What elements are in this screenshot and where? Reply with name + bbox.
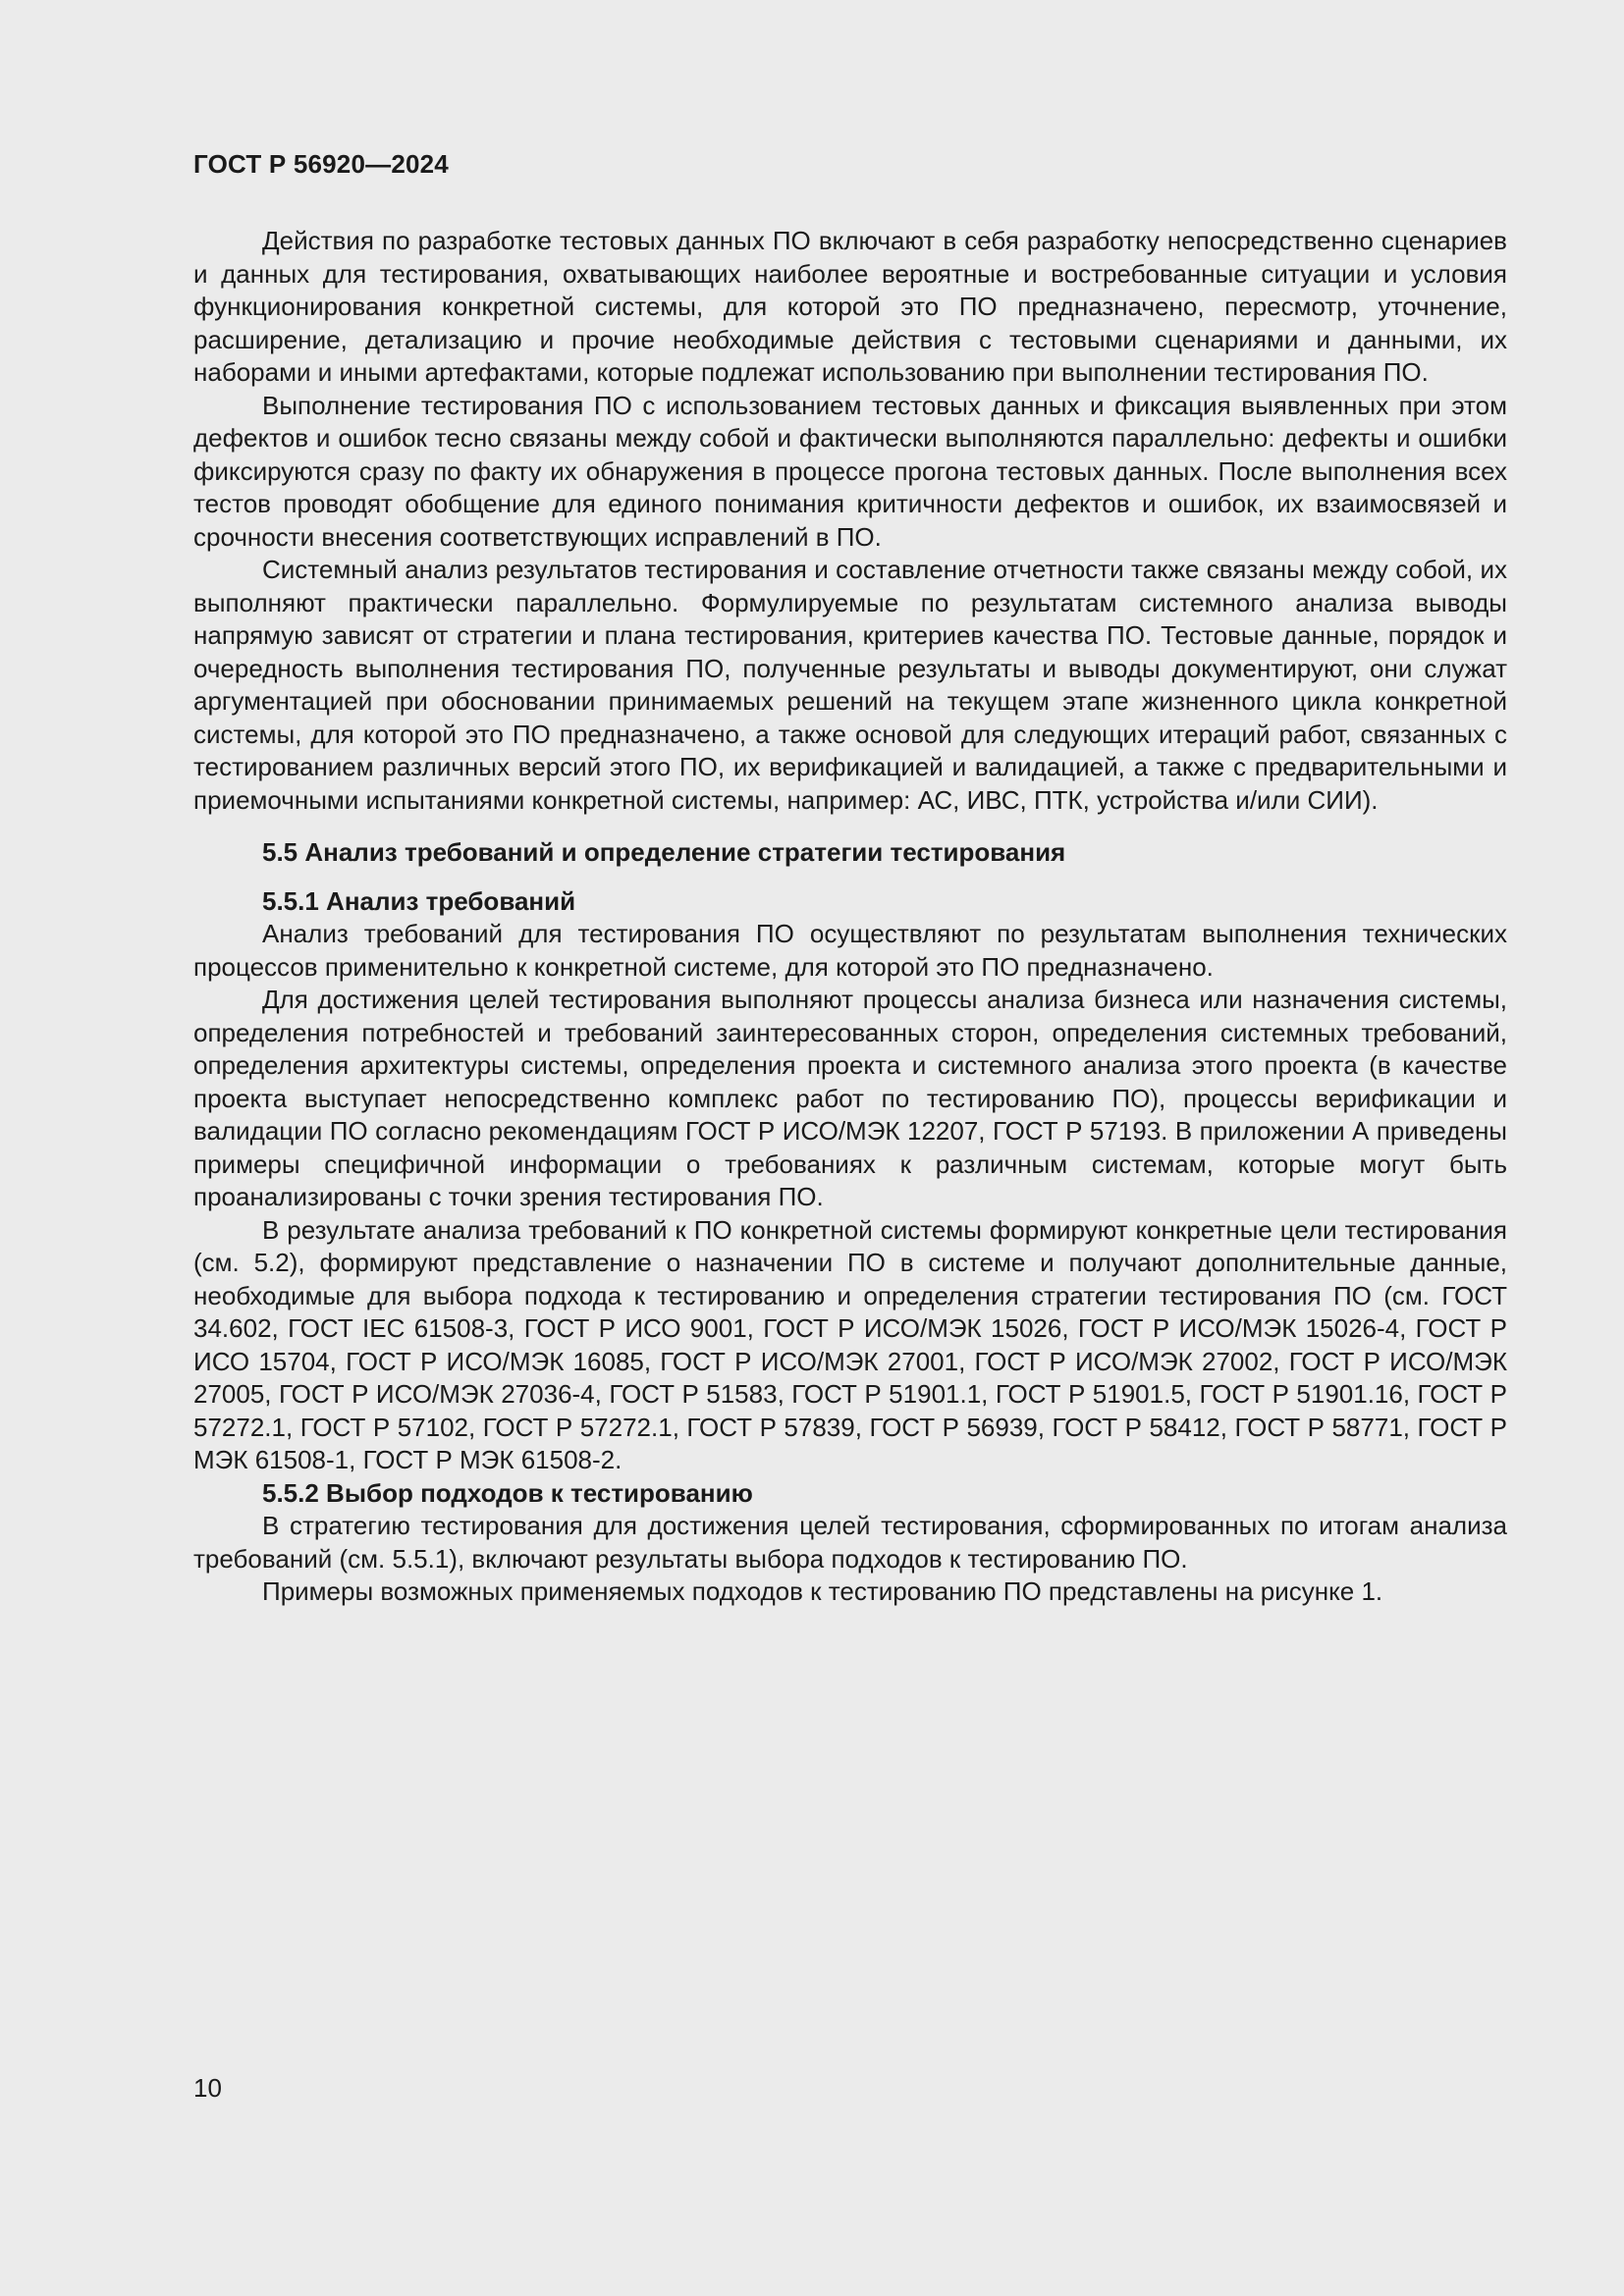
subsection-heading-5-5-1: 5.5.1 Анализ требований (262, 885, 576, 916)
paragraph-test-strategy: В стратегию тестирования для достижения целей тестирования, сформированных по итогам анализа требований (см. 5.5.1), включают результаты выбора подходов к тестированию ПО. (193, 1511, 1507, 1574)
paragraph-test-execution: Выполнение тестирования ПО с использованием тестовых данных и фиксация выявленных при этом дефектов и ошибок тесно связаны между собой и фактически выполняются параллельно: дефекты и ошибки фиксируются сразу по факту их обнаружения в процессе прогона тестовых данных. После выполнения всех тестов проводят обобщение для единого понимания критичности дефектов и ошибок, их взаимосвязей и срочности внесения соответствующих исправлений в ПО. (193, 390, 1507, 552)
page-number: 10 (193, 2073, 222, 2103)
section-heading-5-5: 5.5 Анализ требований и определение стратегии тестирования (262, 837, 1066, 867)
paragraph-analysis-results: В результате анализа требований к ПО конкретной системы формируют конкретные цели тестирования (см. 5.2), формируют представление о назначении ПО в системе и получают дополнительные данные, необходимые для выбора подхода к тестированию и определения стратегии тестирования ПО (см. ГОСТ 34.602, ГОСТ IEC 61508-3, ГОСТ Р ИСО 9001, ГОСТ Р ИСО/МЭК 15026, ГОСТ Р ИСО/МЭК 15026-4, ГОСТ Р ИСО 15704, ГОСТ Р ИСО/МЭК 16085, ГОСТ Р ИСО/МЭК 27001, ГОСТ Р ИСО/МЭК 27002, ГОСТ Р ИСО/МЭК 27005, ГОСТ Р ИСО/МЭК 27036-4, ГОСТ Р 51583, ГОСТ Р 51901.1, ГОСТ Р 51901.5, ГОСТ Р 51901.16, ГОСТ Р 57272.1, ГОСТ Р 57102, ГОСТ Р 57272.1, ГОСТ Р 57839, ГОСТ Р 56939, ГОСТ Р 58412, ГОСТ Р 58771, ГОСТ Р МЭК 61508-1, ГОСТ Р МЭК 61508-2. (193, 1214, 1507, 1474)
paragraph-requirements-analysis: Анализ требований для тестирования ПО осуществляют по результатам выполнения технических процессов применительно к конкретной системе, для которой это ПО предназначено. (193, 919, 1507, 982)
document-body (193, 225, 1507, 1609)
document-code-header: ГОСТ Р 56920—2024 (193, 149, 449, 179)
subsection-heading-5-5-2: 5.5.2 Выбор подходов к тестированию (262, 1477, 753, 1508)
paragraph-approach-examples: Примеры возможных применяемых подходов к тестированию ПО представлены на рисунке 1. (262, 1576, 1383, 1606)
paragraph-system-analysis: Системный анализ результатов тестирования и составление отчетности также связаны между собой, их выполняют практически параллельно. Формулируемые по результатам системного анализа выводы напрямую зависят от стратегии и плана тестирования, критериев качества ПО. Тестовые данные, порядок и очередность выполнения тестирования ПО, полученные результаты и выводы документируют, они служат аргументацией при обосновании принимаемых решений на текущем этапе жизненного цикла конкретной системы, для которой это ПО предназначено, а также основой для следующих итераций работ, связанных с тестированием различных версий этого ПО, их верификацией и валидацией, а также с предварительными и приемочными испытаниями конкретной системы, например: АС, ИВС, ПТК, устройства и/или СИИ). (193, 555, 1507, 815)
paragraph-test-data-development: Действия по разработке тестовых данных ПО включают в себя разработку непосредственно сценариев и данных для тестирования, охватывающих наиболее вероятные и востребованные ситуации и условия функционирования конкретной системы, для которой это ПО предназначено, пересмотр, уточнение, расширение, детализацию и прочие необходимые действия с тестовыми сценариями и данными, их наборами и иными артефактами, которые подлежат использованию при выполнении тестирования ПО. (193, 226, 1507, 387)
paragraph-testing-goals: Для достижения целей тестирования выполняют процессы анализа бизнеса или назначения системы, определения потребностей и требований заинтересованных сторон, определения системных требований, определения архитектуры системы, определения проекта и системного анализа этого проекта (в качестве проекта выступает непосредственно комплекс работ по тестированию ПО), процессы верификации и валидации ПО согласно рекомендациям ГОСТ Р ИСО/МЭК 12207, ГОСТ Р 57193. В приложении А приведены примеры специфичной информации о требованиях к различным системам, которые могут быть проанализированы с точки зрения тестирования ПО. (193, 985, 1507, 1211)
